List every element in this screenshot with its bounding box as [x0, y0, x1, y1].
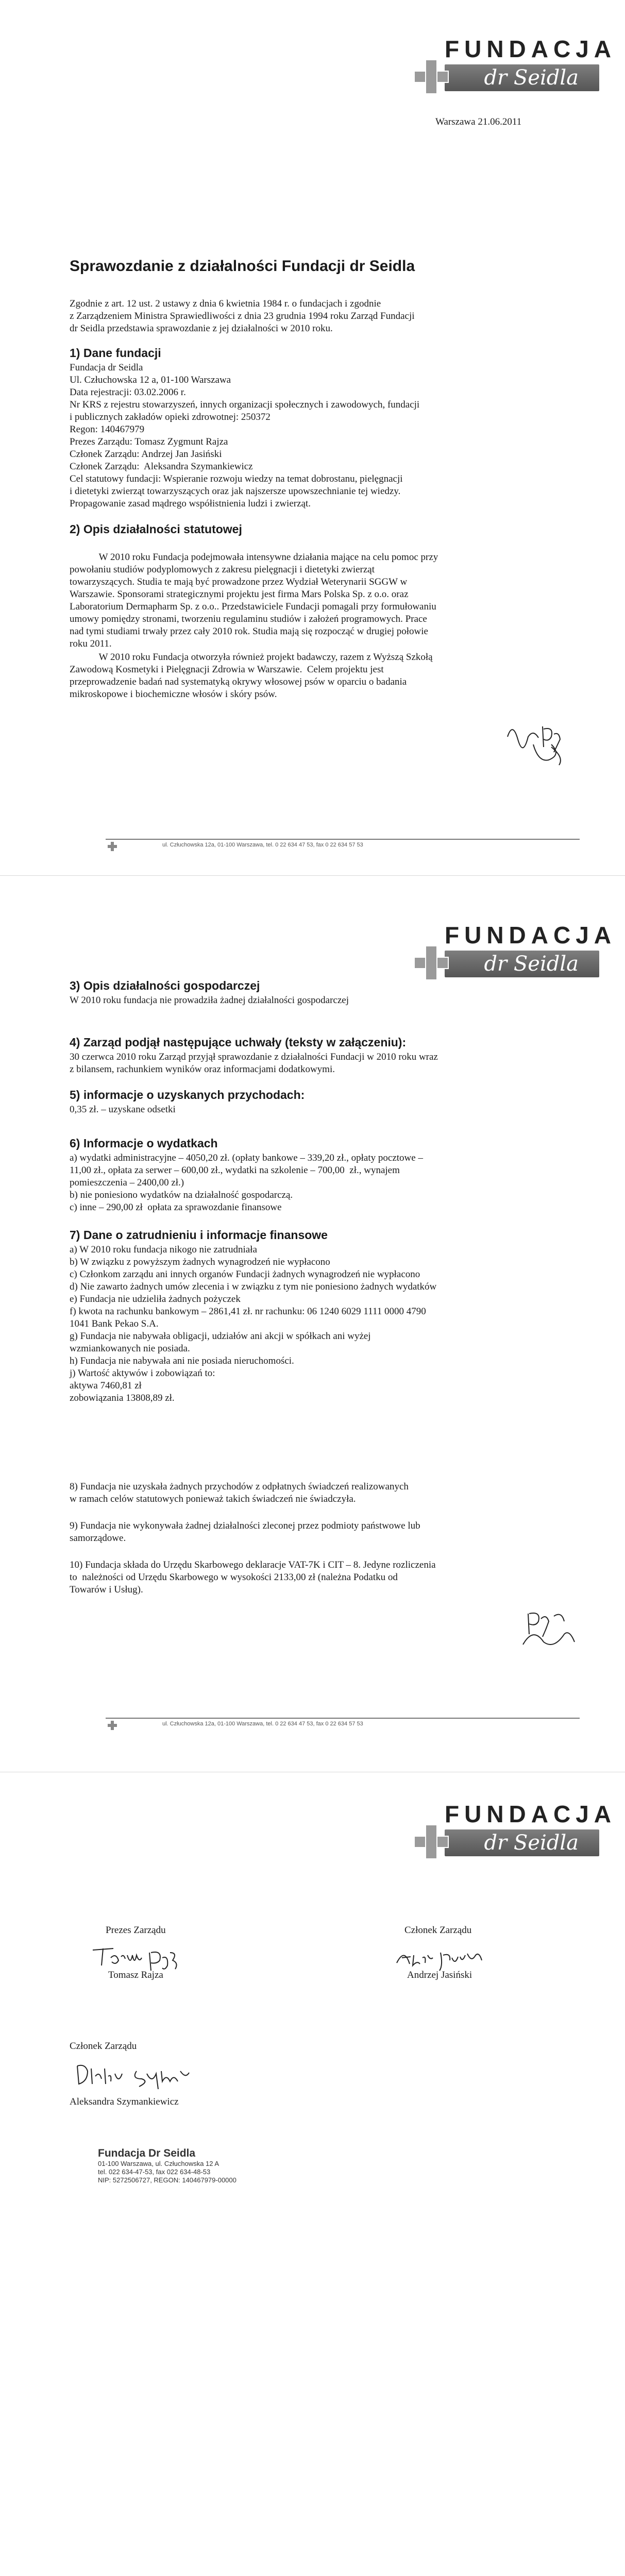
- logo-script: dr Seidla: [484, 66, 579, 90]
- logo-word: FUNDACJA: [445, 1801, 616, 1827]
- text-line: przeprowadzenie badań nad systematyką okrywy włosowej psów w oparciu o badania: [70, 676, 407, 687]
- page-2: [0, 876, 625, 1772]
- section-6-heading: 6) Informacje o wydatkach: [70, 1137, 218, 1150]
- text-line: Regon: 140467979: [70, 424, 145, 435]
- page-3: [0, 1772, 625, 2576]
- text-line: Fundacja dr Seidla: [70, 362, 143, 373]
- text-line: towarzyszących. Studia te mają być prowadzone przez Wydział Weterynarii SGGW w: [70, 577, 408, 587]
- text-line: Zawodową Kosmetyki i Pielęgnacji Zdrowia w Warszawie. Celem projektu jest: [70, 664, 384, 675]
- intro-line: dr Seidla przedstawia sprawozdanie z jej działalności w 2010 roku.: [70, 323, 333, 334]
- text-line: b) nie poniesiono wydatków na działalność gospodarczą.: [70, 1190, 293, 1200]
- text-line: b) W związku z powyższym żadnych wynagrodzeń nie wypłacono: [70, 1257, 330, 1267]
- czlonek-label: Członek Zarządu: [70, 2041, 137, 2052]
- text-line: W 2010 roku fundacja nie prowadziła żadnej działalności gospodarczej: [70, 995, 349, 1006]
- text-line: Warszawie. Sponsorami strategicznymi projektu jest firma Mars Polska Sp. z o.o. oraz: [70, 589, 409, 600]
- foundation-logo: [403, 1801, 616, 1860]
- section-2-heading: 2) Opis działalności statutowej: [70, 522, 242, 536]
- text-line: z bilansem, rachunkiem wyników oraz informacjami dodatkowymi.: [70, 1064, 335, 1075]
- logo-script: dr Seidla: [484, 952, 579, 976]
- cross-icon: [414, 945, 447, 978]
- section-1-heading: 1) Dane fundacji: [70, 346, 161, 360]
- text-line: Laboratorium Dermapharm Sp. z o.o.. Przedstawiciele Fundacji pomagali przy formułowaniu: [70, 601, 436, 612]
- stamp-line: 01-100 Warszawa, ul. Człuchowska 12 A: [98, 2160, 219, 2167]
- text-line: 10) Fundacja składa do Urzędu Skarbowego deklaracje VAT-7K i CIT – 8. Jedyne rozliczenia: [70, 1560, 436, 1570]
- foundation-stamp: [98, 2147, 237, 2184]
- text-line: Nr KRS z rejestru stowarzyszeń, innych organizacji społecznych i zawodowych, fundacji: [70, 399, 420, 410]
- text-line: w ramach celów statutowych ponieważ takich świadczeń nie świadczyła.: [70, 1494, 356, 1504]
- stamp-line: NIP: 5272506727, REGON: 140467979-00000: [98, 2176, 237, 2184]
- text-line: i publicznych zakładów opieki zdrowotnej: 250372: [70, 412, 271, 422]
- text-line: Propagowanie zasad mądrego współistnienia ludzi i zwierząt.: [70, 498, 311, 509]
- intro-line: z Zarządzeniem Ministra Sprawiedliwości z dnia 23 grudnia 1994 roku Zarząd Fundacji: [70, 311, 415, 321]
- text-line: i dietetyki zwierząt towarzyszących oraz jak najszersze upowszechnianie tej wiedzy.: [70, 486, 401, 497]
- stamp-line: tel. 022 634-47-53, fax 022 634-48-53: [98, 2168, 211, 2176]
- text-line: W 2010 roku Fundacja otworzyła również projekt badawczy, razem z Wyższą Szkołą: [70, 652, 433, 663]
- section-5-heading: 5) informacje o uzyskanych przychodach:: [70, 1088, 305, 1101]
- section-7-heading: 7) Dane o zatrudnieniu i informacje finansowe: [70, 1228, 328, 1242]
- czlonek-name: Aleksandra Szymankiewicz: [70, 2096, 179, 2107]
- cross-icon: [108, 842, 117, 851]
- text-line: Data rejestracji: 03.02.2006 r.: [70, 387, 186, 398]
- text-line: Ul. Człuchowska 12 a, 01-100 Warszawa: [70, 375, 231, 385]
- text-line: f) kwota na rachunku bankowym – 2861,41 zł. nr rachunku: 06 1240 6029 1111 0000 4790: [70, 1306, 426, 1317]
- czlonek-label: Członek Zarządu: [404, 1925, 472, 1936]
- text-line: 8) Fundacja nie uzyskała żadnych przychodów z odpłatnych świadczeń realizowanych: [70, 1481, 409, 1492]
- text-line: zobowiązania 13808,89 zł.: [70, 1393, 175, 1403]
- text-line: Członek Zarządu: Andrzej Jan Jasiński: [70, 449, 222, 460]
- text-line: powołaniu studiów podyplomowych z zakresu pielęgnacji i dietetyki zwierząt: [70, 564, 375, 575]
- text-line: pomieszczenia – 2400,00 zł.): [70, 1177, 184, 1188]
- text-line: h) Fundacja nie nabywała ani nie posiada nieruchomości.: [70, 1355, 294, 1366]
- text-line: j) Wartość aktywów i zobowiązań to:: [70, 1368, 215, 1379]
- text-line: Prezes Zarządu: Tomasz Zygmunt Rajza: [70, 436, 228, 447]
- text-line: wzmiankowanych nie posiada.: [70, 1343, 190, 1354]
- section-4-heading: 4) Zarząd podjął następujące uchwały (teksty w załączeniu):: [70, 1036, 407, 1049]
- foundation-logo: [403, 922, 616, 981]
- text-line: nad tymi studiami trwały przez cały 2010 rok. Studia mają się rozpocząć w drugiej połowie: [70, 626, 428, 637]
- text-line: a) wydatki administracyjne – 4050,20 zł. (opłaty bankowe – 339,20 zł., opłaty pocztowe –: [70, 1153, 423, 1163]
- text-line: 11,00 zł., opłata za serwer – 600,00 zł., wydatki na szkolenie – 700,00 zł., wynajem: [70, 1165, 400, 1176]
- text-line: d) Nie zawarto żadnych umów zlecenia i w związku z tym nie poniesiono żadnych wydatków: [70, 1281, 437, 1292]
- text-line: to należności od Urzędu Skarbowego w wysokości 2133,00 zł (należna Podatku od: [70, 1572, 398, 1583]
- signature-szymankiewicz: [75, 2058, 193, 2094]
- text-line: 30 czerwca 2010 roku Zarząd przyjął sprawozdanie z działalności Fundacji w 2010 roku wraz: [70, 1052, 438, 1062]
- text-line: umowy pomiędzy stronami, tworzeniu regulaminu studiów i założeń programowych. Prace: [70, 614, 427, 624]
- text-line: e) Fundacja nie udzieliła żadnych pożyczek: [70, 1294, 241, 1304]
- text-line: roku 2011.: [70, 638, 112, 649]
- page-footer: [106, 1718, 580, 1731]
- logo-script: dr Seidla: [484, 1831, 579, 1855]
- signature-rajza: [90, 1942, 183, 1973]
- page-1: [0, 0, 625, 876]
- prezes-name: Tomasz Rajza: [108, 1970, 163, 1980]
- cross-icon: [414, 1824, 447, 1857]
- text-line: W 2010 roku Fundacja podejmowała intensywne działania mające na celu pomoc przy: [70, 552, 438, 563]
- signature-rajza: [502, 716, 580, 768]
- text-line: Cel statutowy fundacji: Wspieranie rozwoju wiedzy na temat dobrostanu, pielęgnacji: [70, 473, 403, 484]
- czlonek-name: Andrzej Jasiński: [407, 1970, 472, 1980]
- text-line: 9) Fundacja nie wykonywała żadnej działalności zleconej przez podmioty państwowe lub: [70, 1520, 420, 1531]
- logo-word: FUNDACJA: [445, 922, 616, 948]
- text-line: Towarów i Usług).: [70, 1584, 143, 1595]
- document-date: Warszawa 21.06.2011: [435, 116, 522, 127]
- text-line: 0,35 zł. – uzyskane odsetki: [70, 1104, 176, 1115]
- section-3-heading: 3) Opis działalności gospodarczej: [70, 979, 260, 992]
- footer-address: ul. Człuchowska 12a, 01-100 Warszawa, tel. 0 22 634 47 53, fax 0 22 634 57 53: [162, 842, 363, 848]
- text-line: 1041 Bank Pekao S.A.: [70, 1318, 159, 1329]
- prezes-label: Prezes Zarządu: [106, 1925, 166, 1936]
- text-line: a) W 2010 roku fundacja nikogo nie zatrudniała: [70, 1244, 257, 1255]
- text-line: aktywa 7460,81 zł: [70, 1380, 142, 1391]
- text-line: c) Członkom zarządu ani innych organów Fundacji żadnych wynagrodzeń nie wypłacono: [70, 1269, 420, 1280]
- stamp-name: Fundacja Dr Seidla: [98, 2147, 196, 2159]
- text-line: c) inne – 290,00 zł opłata za sprawozdanie finansowe: [70, 1202, 282, 1213]
- document-title: Sprawozdanie z działalności Fundacji dr Seidla: [70, 258, 415, 275]
- text-line: samorządowe.: [70, 1533, 126, 1544]
- signature-jasinski: [394, 1942, 487, 1973]
- footer-address: ul. Człuchowska 12a, 01-100 Warszawa, tel. 0 22 634 47 53, fax 0 22 634 57 53: [162, 1721, 363, 1727]
- text-line: mikroskopowe i biochemiczne włosów i skóry psów.: [70, 689, 277, 700]
- foundation-logo: [403, 36, 616, 95]
- page-footer: [106, 839, 580, 852]
- text-line: g) Fundacja nie nabywała obligacji, udziałów ani akcji w spółkach ani wyżej: [70, 1331, 371, 1342]
- signature-rajza: [518, 1598, 585, 1655]
- intro-line: Zgodnie z art. 12 ust. 2 ustawy z dnia 6 kwietnia 1984 r. o fundacjach i zgodnie: [70, 298, 381, 309]
- text-line: Członek Zarządu: Aleksandra Szymankiewicz: [70, 461, 253, 472]
- logo-word: FUNDACJA: [445, 36, 616, 62]
- cross-icon: [414, 59, 447, 92]
- cross-icon: [108, 1721, 117, 1730]
